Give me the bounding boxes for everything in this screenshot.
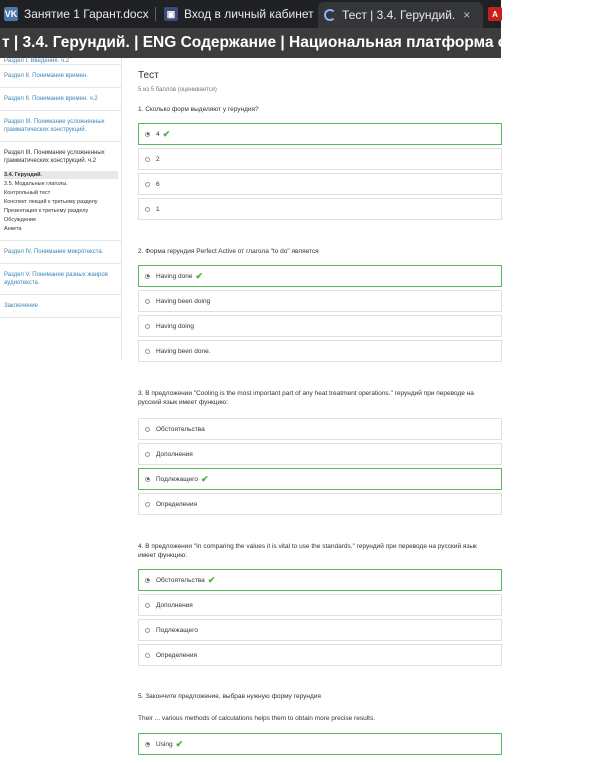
radio-button[interactable] <box>145 132 150 137</box>
answer-option[interactable] <box>138 418 502 440</box>
checkmark-icon: ✔ <box>162 128 171 139</box>
radio-button[interactable] <box>145 452 150 457</box>
question-5: 5. Закончите предложение, выбрав нужную форму герундия <box>138 693 321 700</box>
radio-button[interactable] <box>145 207 150 212</box>
answer-option[interactable] <box>138 148 502 170</box>
checkmark-icon: ✔ <box>175 738 184 749</box>
option-label: Having done <box>156 272 193 280</box>
radio-button[interactable] <box>145 628 150 633</box>
nav-section-cut[interactable]: Раздел I. Введение. ч.2 <box>0 58 121 65</box>
page-icon: ▣ <box>164 7 178 21</box>
answer-option[interactable] <box>138 594 502 616</box>
vk-icon: VK <box>4 9 18 19</box>
radio-button[interactable] <box>145 349 150 354</box>
nav-item-modal-verbs[interactable]: 3.5. Модальные глаголы. <box>4 181 68 187</box>
tab-label: Вход в личный кабинет <box>184 7 314 21</box>
option-label: Having been done. <box>156 347 211 355</box>
nav-section-4[interactable]: Раздел IV. Понимание микротекста. <box>0 241 121 264</box>
nav-item-presentation[interactable]: Презентация к третьему разделу <box>4 208 89 214</box>
nav-item-control-test[interactable]: Контрольный тест <box>4 190 51 196</box>
tab-label: Занятие 1 Гарант.docx <box>24 7 149 21</box>
radio-button[interactable] <box>145 742 150 747</box>
nav-section-title[interactable]: Раздел III. Понимание усложненных грамматических конструкций. ч.2 <box>4 150 105 164</box>
option-label: Using <box>156 740 173 748</box>
nav-section-2[interactable]: Раздел II. Понимание времен. <box>0 65 121 88</box>
answer-option[interactable] <box>138 265 502 287</box>
radio-button[interactable] <box>145 299 150 304</box>
answer-option[interactable] <box>138 198 502 220</box>
question-4: 4. В предложении "In comparing the values it is vital to use the standards." герундий при переводе на русский язык имеет функцию: <box>138 543 477 559</box>
test-score: 5 из 5 баллов (оценивается) <box>138 87 217 93</box>
course-navigation <box>0 58 122 360</box>
test-content <box>123 58 501 763</box>
browser-tab-login[interactable] <box>160 0 314 28</box>
answer-option[interactable] <box>138 315 502 337</box>
question-2: 2. Форма герундия Perfect Active от глагола "to do" является <box>138 248 319 255</box>
nav-item-lecture-notes[interactable]: Конспект лекций к третьему разделу <box>4 199 98 205</box>
answer-option[interactable] <box>138 290 502 312</box>
question-1: 1. Сколько форм выделяют у герундия? <box>138 106 259 113</box>
option-label: Дополнения <box>156 450 193 458</box>
option-label: 2 <box>156 155 160 163</box>
nav-section-2-part2[interactable]: Раздел II. Понимание времен. ч.2 <box>0 88 121 111</box>
question-3: 3. В предложении "Cooling is the most important part of any heat treatment operations." герундий при переводе на русский язык имеет функцию: <box>138 390 474 406</box>
nav-item-discussion[interactable]: Обсуждение <box>4 217 37 223</box>
answer-option[interactable] <box>138 493 502 515</box>
tab-separator <box>155 7 156 21</box>
question-5-sentence: Their ... various methods of calculations helps them to obtain more precise results. <box>138 715 375 722</box>
radio-button[interactable] <box>145 502 150 507</box>
option-label: Обстоятельства <box>156 576 205 584</box>
pdf-icon: A <box>488 7 502 21</box>
browser-tab-test-active[interactable] <box>318 2 483 28</box>
answer-option[interactable] <box>138 569 502 591</box>
test-title: Тест <box>138 70 159 81</box>
option-label: 1 <box>156 205 160 213</box>
close-icon[interactable]: × <box>463 8 471 22</box>
nav-section-3[interactable]: Раздел III. Понимание усложненных грамматических конструкций. <box>0 111 121 142</box>
option-label: Подлежащего <box>156 626 198 634</box>
answer-option[interactable] <box>138 468 502 490</box>
browser-tab-bar <box>0 0 501 28</box>
option-label: Подлежащего <box>156 475 198 483</box>
radio-button[interactable] <box>145 274 150 279</box>
option-label: Дополнения <box>156 601 193 609</box>
answer-option[interactable] <box>138 644 502 666</box>
answer-option[interactable] <box>138 733 502 755</box>
nav-item-gerund[interactable]: 3.4. Герундий. <box>4 171 118 179</box>
nav-section-5[interactable]: Раздел V. Понимание разных жанров аудиотекста. <box>0 264 121 295</box>
radio-button[interactable] <box>145 324 150 329</box>
option-label: 4 <box>156 130 160 138</box>
radio-button[interactable] <box>145 477 150 482</box>
answer-option[interactable] <box>138 340 502 362</box>
answer-option[interactable] <box>138 619 502 641</box>
checkmark-icon: ✔ <box>200 473 209 484</box>
nav-section-3-part2 <box>0 142 121 241</box>
tab-label: Тест | 3.4. Герундий. <box>342 8 456 22</box>
checkmark-icon: ✔ <box>195 270 204 281</box>
nav-item-survey[interactable]: Анкета <box>4 226 22 232</box>
browser-tab-pdf[interactable] <box>486 0 501 28</box>
answer-option[interactable] <box>138 123 502 145</box>
checkmark-icon: ✔ <box>207 574 216 585</box>
option-label: Having been doing <box>156 297 211 305</box>
loading-icon <box>324 9 336 21</box>
radio-button[interactable] <box>145 182 150 187</box>
browser-tab-docx[interactable] <box>0 0 150 28</box>
option-label: Having doing <box>156 322 194 330</box>
option-label: Определения <box>156 500 198 508</box>
radio-button[interactable] <box>145 603 150 608</box>
radio-button[interactable] <box>145 157 150 162</box>
page-title: т | 3.4. Герундий. | ENG Содержание | Национальная платформа открытого об <box>0 28 501 58</box>
option-label: Определения <box>156 651 198 659</box>
option-label: Обстоятельства <box>156 425 205 433</box>
option-label: 6 <box>156 180 160 188</box>
radio-button[interactable] <box>145 578 150 583</box>
radio-button[interactable] <box>145 653 150 658</box>
answer-option[interactable] <box>138 173 502 195</box>
radio-button[interactable] <box>145 427 150 432</box>
answer-option[interactable] <box>138 443 502 465</box>
nav-section-conclusion[interactable]: Заключение <box>0 295 121 318</box>
